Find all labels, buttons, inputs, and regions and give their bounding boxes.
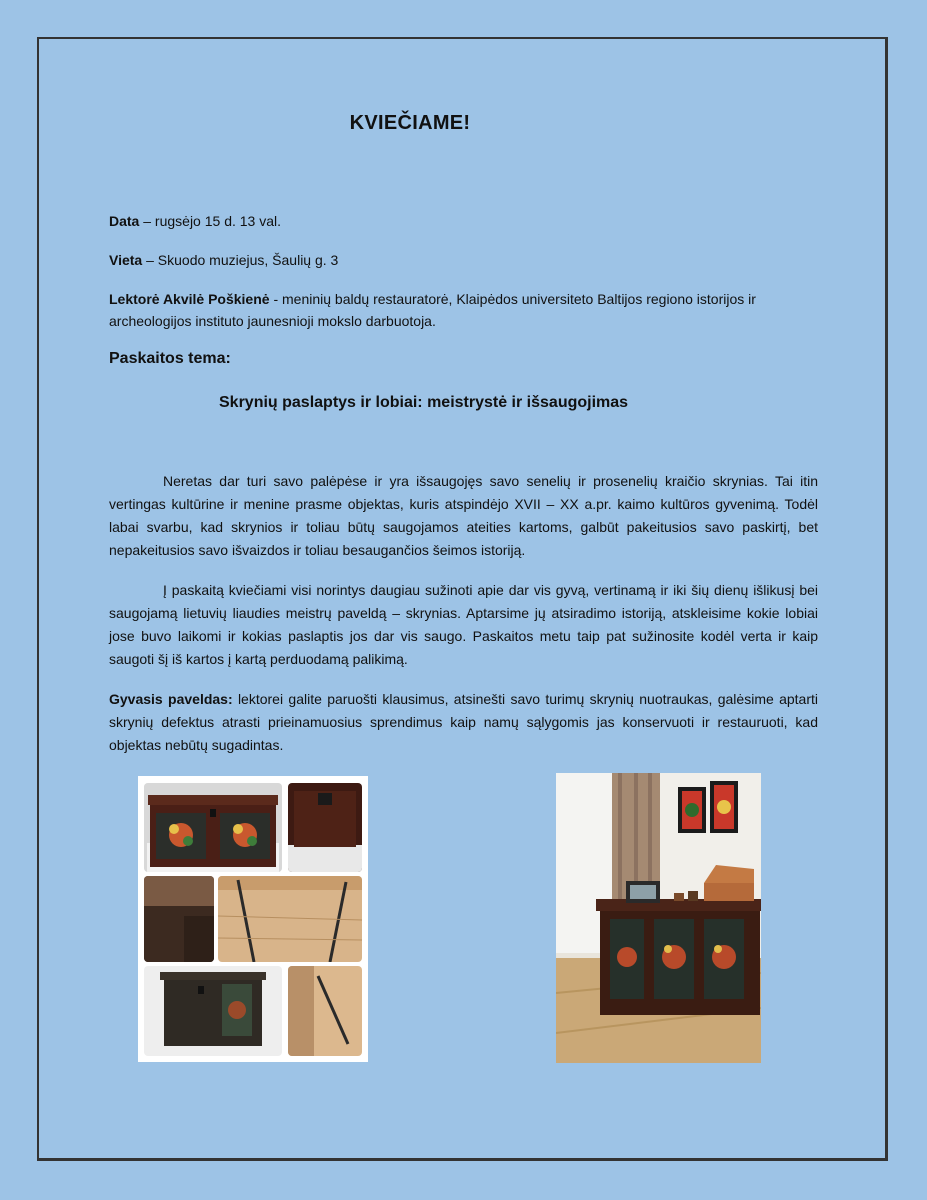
lecturer-description: - meninių baldų restauratorė, Klaipėdos universiteto Baltijos regiono istorijos ir archeologijos instituto jaunesnioji mokslo darbuotoja.: [109, 291, 756, 329]
lecturer-line: [109, 288, 829, 332]
lecturer-label: Lektorė Akvilė Poškienė: [109, 291, 270, 307]
venue-line: [109, 249, 338, 271]
collage-tile-chest-front: [144, 783, 282, 872]
topic-label: Paskaitos tema:: [109, 350, 231, 367]
venue-label: Vieta: [109, 252, 143, 268]
collage-tile-chest-interior: [218, 876, 362, 962]
date-value: – rugsėjo 15 d. 13 val.: [139, 213, 282, 229]
living-heritage-paragraph: [109, 688, 818, 757]
collage-tile-chest-detail: [288, 783, 362, 872]
collage-tile-chest-corner: [144, 876, 214, 962]
collage-tile-chest-hinge: [288, 966, 362, 1056]
topic-title: Skrynių paslaptys ir lobiai: meistrystė ir išsaugojimas: [219, 394, 629, 411]
page-title: KVIEČIAME!: [349, 112, 471, 134]
intro-paragraph: Neretas dar turi savo palėpėse ir yra išsaugojęs savo senelių ir prosenelių kraičio skrynias. Tai itin vertingas kultūrine ir menine prasme objektas, kuris atspindėjo XVII – XX a.pr. kaimo kultūros gyvenimą. Todėl labai svarbu, kad skrynios ir toliau būtų saugojamos ateities kartoms, galbūt pakeitusios savo paskirtį, bet nepakeitusios savo išvaizdos ir toliau besaugančios šeimos istoriją.: [109, 473, 818, 558]
date-label: Data: [109, 213, 140, 229]
venue-value: – Skuodo muziejus, Šaulių g. 3: [142, 252, 339, 268]
collage-tile-chest-side: [144, 966, 282, 1056]
chest-room-photo: [556, 773, 761, 1063]
invitation-paragraph: Į paskaitą kviečiami visi norintys daugiau sužinoti apie dar vis gyvą, vertinamą ir iki šių dienų išlikusį bei saugojamą lietuvių liaudies meistrų paveldą – skrynias. Aptarsime jų atsiradimo istoriją, atskleisime kokie lobiai jose buvo laikomi ir kokias paslaptis jos dar vis saugo. Paskaitos metu taip pat sužinosite kodėl verta ir kaip saugoti šį iš kartos į kartą perduodamą palikimą.: [109, 582, 818, 667]
chest-collage-photo: [138, 776, 368, 1062]
date-line: [109, 210, 281, 232]
living-heritage-text: lektorei galite paruošti klausimus, atsinešti savo turimų skrynių nuotraukas, galėsime aptarti skrynių defektus atrasti prieinamuosius sprendimus kaip namų sąlygomis jas konservuoti ir restauruoti, kad objektas nebūtų sugadintas.: [109, 691, 818, 753]
living-heritage-label: Gyvasis paveldas:: [109, 691, 233, 707]
